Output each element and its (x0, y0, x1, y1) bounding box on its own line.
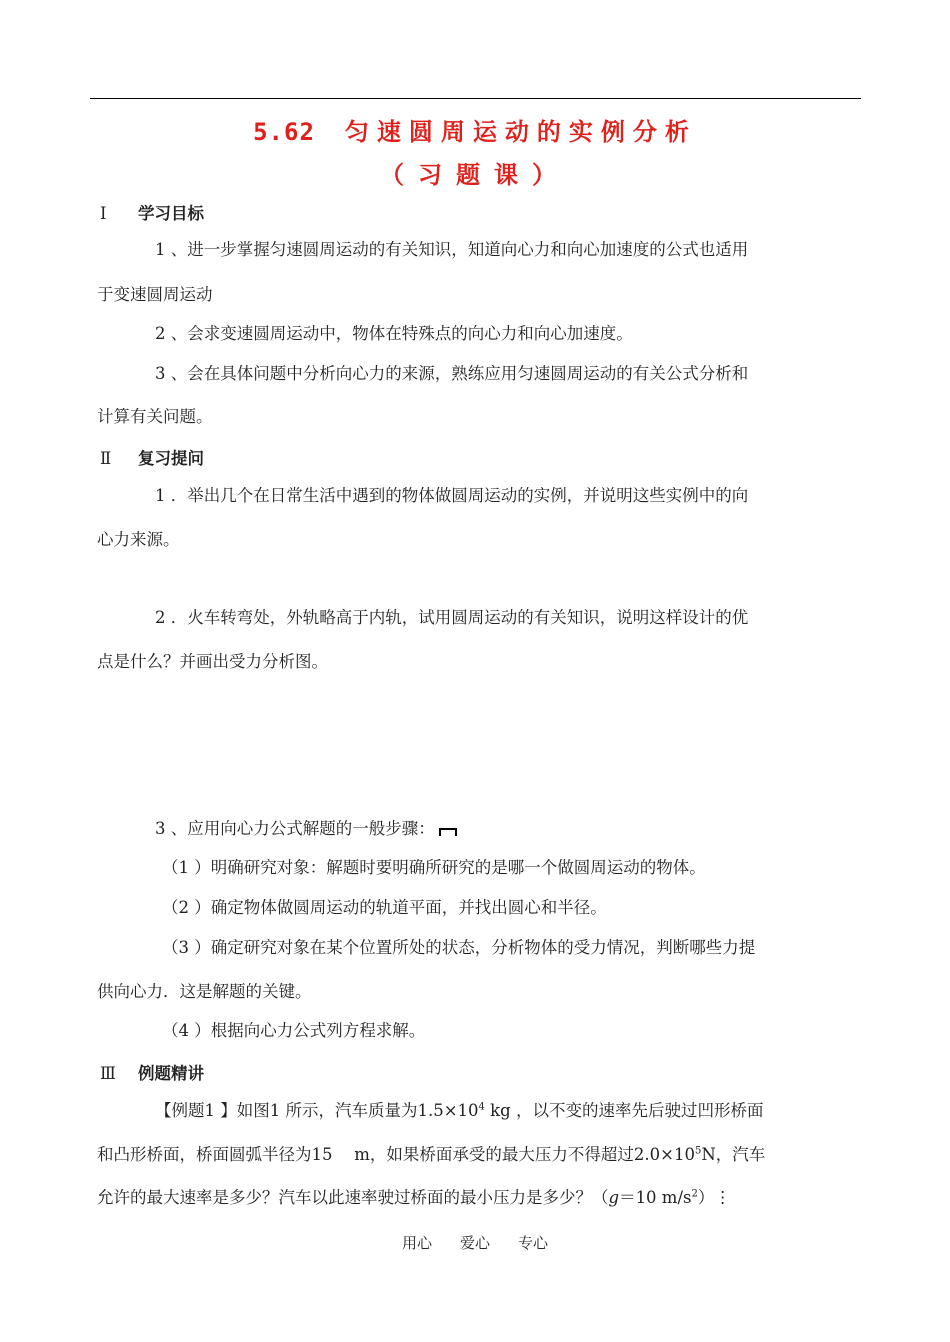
top-rule (90, 98, 861, 99)
paragraph: 于变速圆周运动 (97, 285, 213, 304)
paragraph: 心力来源。 (97, 530, 180, 549)
page-title (0, 112, 950, 147)
example-line: 【例题1 】如图1 所示，汽车质量为$1.5\times 10^4$ kg ，以不变的速率先后驶过凹形桥面 (155, 1101, 764, 1120)
paragraph: （2 ）确定物体做圆周运动的轨道平面，并找出圆心和半径。 (162, 898, 607, 917)
paragraph: 1 、进一步掌握匀速圆周运动的有关知识，知道向心力和向心加速度的公式也适用 (155, 240, 749, 259)
page-footer: 用心 爱心 专心 (401, 1234, 549, 1252)
paragraph: （1 ）明确研究对象：解题时要明确所研究的是哪一个做圆周运动的物体。 (162, 858, 706, 877)
paragraph: 3 、应用向心力公式解题的一般步骤： (155, 818, 857, 840)
lesson-number: 5.62 (253, 118, 315, 146)
paragraph: （4 ）根据向心力公式列方程求解。 (162, 1021, 426, 1040)
paragraph: 1 ．举出几个在日常生活中遇到的物体做圆周运动的实例，并说明这些实例中的向 (155, 486, 749, 505)
paragraph: 点是什么？并画出受力分析图。 (97, 652, 328, 671)
example-line: 允许的最大速率是多少？汽车以此速率驶过桥面的最小压力是多少？（g＝10 $m/s^2)⋮$ (97, 1188, 731, 1207)
section-heading-2: Ⅱ 复习提问 (100, 449, 204, 468)
section-heading-3: Ⅲ 例题精讲 (100, 1064, 204, 1083)
lesson-title: 匀速圆周运动的实例分析 (344, 117, 697, 146)
page-subtitle: （习题课） (380, 160, 570, 189)
paragraph: （3 ）确定研究对象在某个位置所处的状态，分析物体的受力情况，判断哪些力提 (162, 938, 756, 957)
paragraph: 2 ．火车转弯处，外轨略高于内轨，试用圆周运动的有关知识，说明这样设计的优 (155, 608, 749, 627)
section-heading-1: Ⅰ 学习目标 (100, 204, 204, 223)
paragraph: 3 、会在具体问题中分析向心力的来源，熟练应用匀速圆周运动的有关公式分析和 (155, 364, 749, 383)
example-line: 和凸形桥面，桥面圆弧半径为15 m，如果桥面承受的最大压力不得超过$2.0\times 10^5N$，汽车 (97, 1145, 766, 1164)
paragraph: 2 、会求变速圆周运动中，物体在特殊点的向心力和向心加速度。 (155, 324, 633, 343)
bracket-mark-icon (439, 828, 457, 836)
paragraph: 供向心力．这是解题的关键。 (97, 982, 312, 1001)
paragraph: 计算有关问题。 (97, 407, 213, 426)
